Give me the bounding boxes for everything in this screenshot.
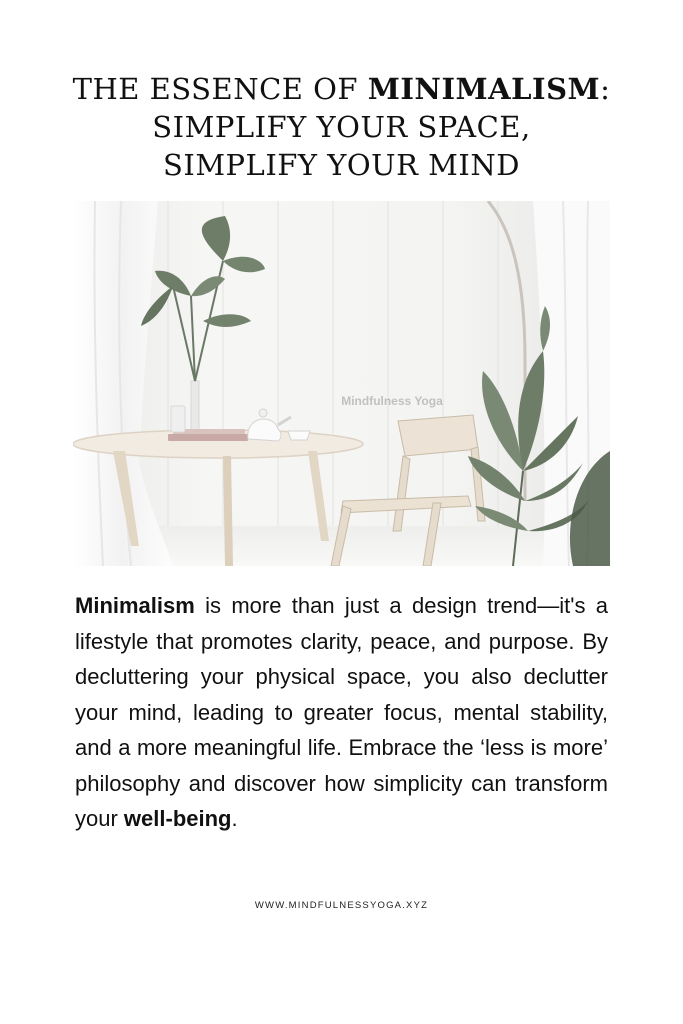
title-line-1: [40, 70, 643, 108]
minimalist-room-photo: [73, 201, 610, 566]
photo-watermark: Mindfulness Yoga: [341, 394, 443, 408]
website-url: WWW.MINDFULNESSYOGA.XYZ: [254, 900, 429, 911]
body-paragraph: [75, 588, 608, 837]
body-end-punct: .: [231, 806, 238, 831]
body-end-keyword: well-being: [123, 806, 232, 831]
title-line-2: SIMPLIFY YOUR SPACE,: [152, 110, 531, 144]
title-prefix: THE ESSENCE OF: [72, 72, 368, 106]
title-keyword: MINIMALISM: [367, 72, 601, 106]
room-illustration: [73, 201, 610, 566]
body-lead-keyword: Minimalism: [75, 593, 195, 618]
title-colon: :: [600, 72, 611, 106]
title-line-3: SIMPLIFY YOUR MIND: [163, 148, 520, 182]
page-title: [40, 70, 643, 184]
body-main-text: is more than just a design trend—it's a lifestyle that promotes clarity, peace, and purpose. By decluttering your physical space, you also declutter your mind, leading to greater focus, mental stability, and a more meaningful life. Embrace the ‘less is more’ philosophy and discover how simplicity can transform your: [75, 593, 608, 831]
